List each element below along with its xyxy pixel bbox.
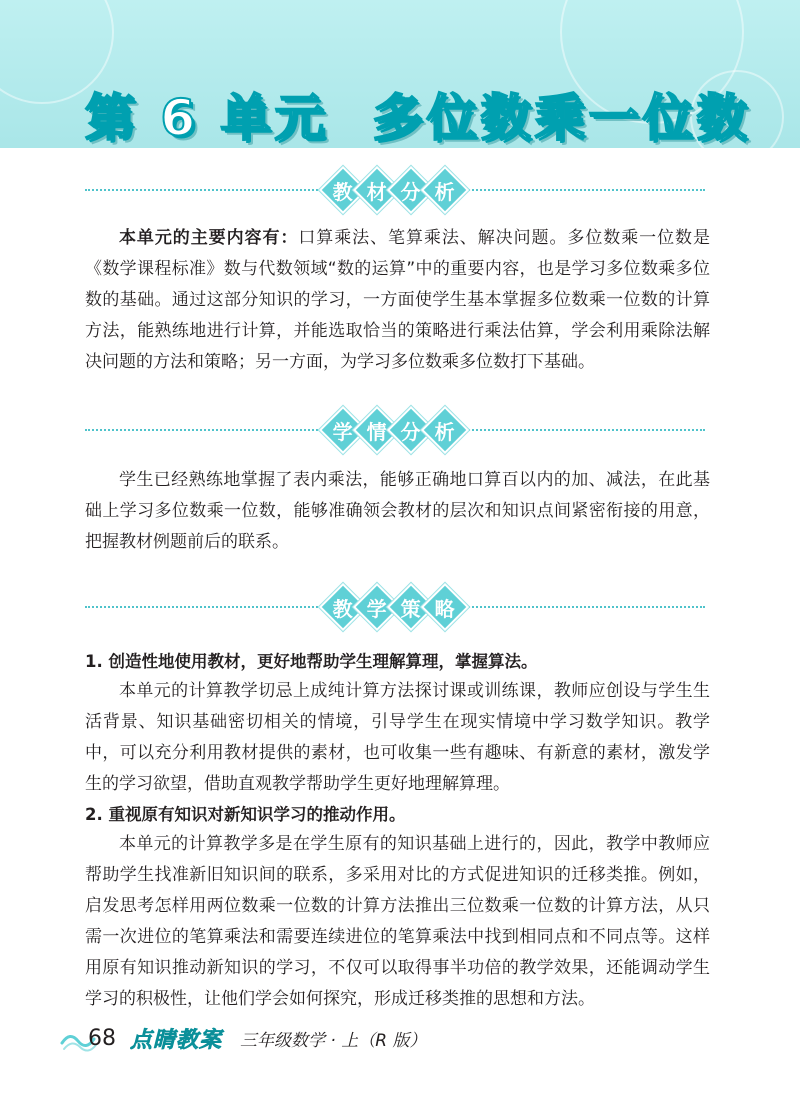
strategy-point-1-title: 1. 创造性地使用教材，更好地帮助学生理解算理，掌握算法。 bbox=[85, 652, 538, 671]
diamond-badge: 分 bbox=[390, 169, 432, 211]
analysis-lead: 本单元的主要内容有： bbox=[119, 228, 299, 248]
diamond-badge: 策 bbox=[390, 586, 432, 628]
strategy-point-2-title: 2. 重视原有知识对新知识学习的推动作用。 bbox=[85, 805, 406, 824]
section-label bbox=[319, 587, 469, 627]
diamond-badge: 析 bbox=[424, 409, 466, 451]
strategy-point-2-text: 本单元的计算教学多是在学生原有的知识基础上进行的，因此，教学中教师应帮助学生找准新旧知识间的联系，多采用对比的方式促进知识的迁移类推。例如，启发思考怎样用两位数乘一位数的计算方法推出三位数乘一位数的计算方法，从只需一次进位的笔算乘法和需要连续进位的笔算乘法中找到相同点和不同点等。这样用原有知识推动新知识的学习，不仅可以取得事半功倍的教学效果，还能调动学生学习的积极性，让他们学会如何探究，形成迁移类推的思想和方法。 bbox=[85, 834, 710, 1009]
unit-number: 第 6 单元 bbox=[85, 89, 329, 147]
analysis-paragraph bbox=[85, 223, 710, 378]
page-footer bbox=[60, 1018, 426, 1058]
diamond-badge: 略 bbox=[424, 586, 466, 628]
section-label bbox=[319, 170, 469, 210]
diamond-badge: 析 bbox=[424, 169, 466, 211]
book-info: 三年级数学 · 上（R 版） bbox=[240, 1030, 427, 1051]
diamond-badge: 学 bbox=[322, 409, 364, 451]
diamond-badge: 分 bbox=[390, 409, 432, 451]
diamond-badge: 情 bbox=[356, 409, 398, 451]
section-label bbox=[319, 410, 469, 450]
diamond-badge: 教 bbox=[322, 169, 364, 211]
diamond-badge: 材 bbox=[356, 169, 398, 211]
students-paragraph: 学生已经熟练地掌握了表内乘法，能够正确地口算百以内的加、减法，在此基础上学习多位数乘一位数，能够准确领会教材的层次和知识点间紧密衔接的用意，把握教材例题前后的联系。 bbox=[85, 470, 710, 552]
section-header-analysis bbox=[85, 170, 705, 210]
diamond-badge: 学 bbox=[356, 586, 398, 628]
strategy-point-1-text: 本单元的计算教学切忌上成纯计算方法探讨课或训练课，教师应创设与学生生活背景、知识基础密切相关的情境，引导学生在现实情境中学习数学知识。教学中，可以充分利用教材提供的素材，也可收集一些有趣味、有新意的素材，激发学生的学习欲望，借助直观教学帮助学生更好地理解算理。 bbox=[85, 681, 710, 794]
page-number: 68 bbox=[88, 1025, 116, 1051]
diamond-badge: 教 bbox=[322, 586, 364, 628]
unit-title bbox=[85, 78, 751, 148]
brand-logo: 点睛教案 bbox=[130, 1027, 223, 1053]
section-header-students bbox=[85, 410, 705, 450]
section-header-strategy bbox=[85, 587, 705, 627]
unit-banner bbox=[0, 0, 800, 148]
analysis-body: 口算乘法、笔算乘法、解决问题。多位数乘一位数是《数学课程标准》数与代数领域“数的运算”中的重要内容，也是学习多位数乘多位数的基础。通过这部分知识的学习，一方面使学生基本掌握多位数乘一位数的计算方法，能熟练地进行计算，并能选取恰当的策略进行乘法估算，学会利用乘除法解决问题的方法和策略；另一方面，为学习多位数乘多位数打下基础。 bbox=[85, 228, 710, 372]
unit-topic: 多位数乘一位数 bbox=[372, 89, 751, 147]
